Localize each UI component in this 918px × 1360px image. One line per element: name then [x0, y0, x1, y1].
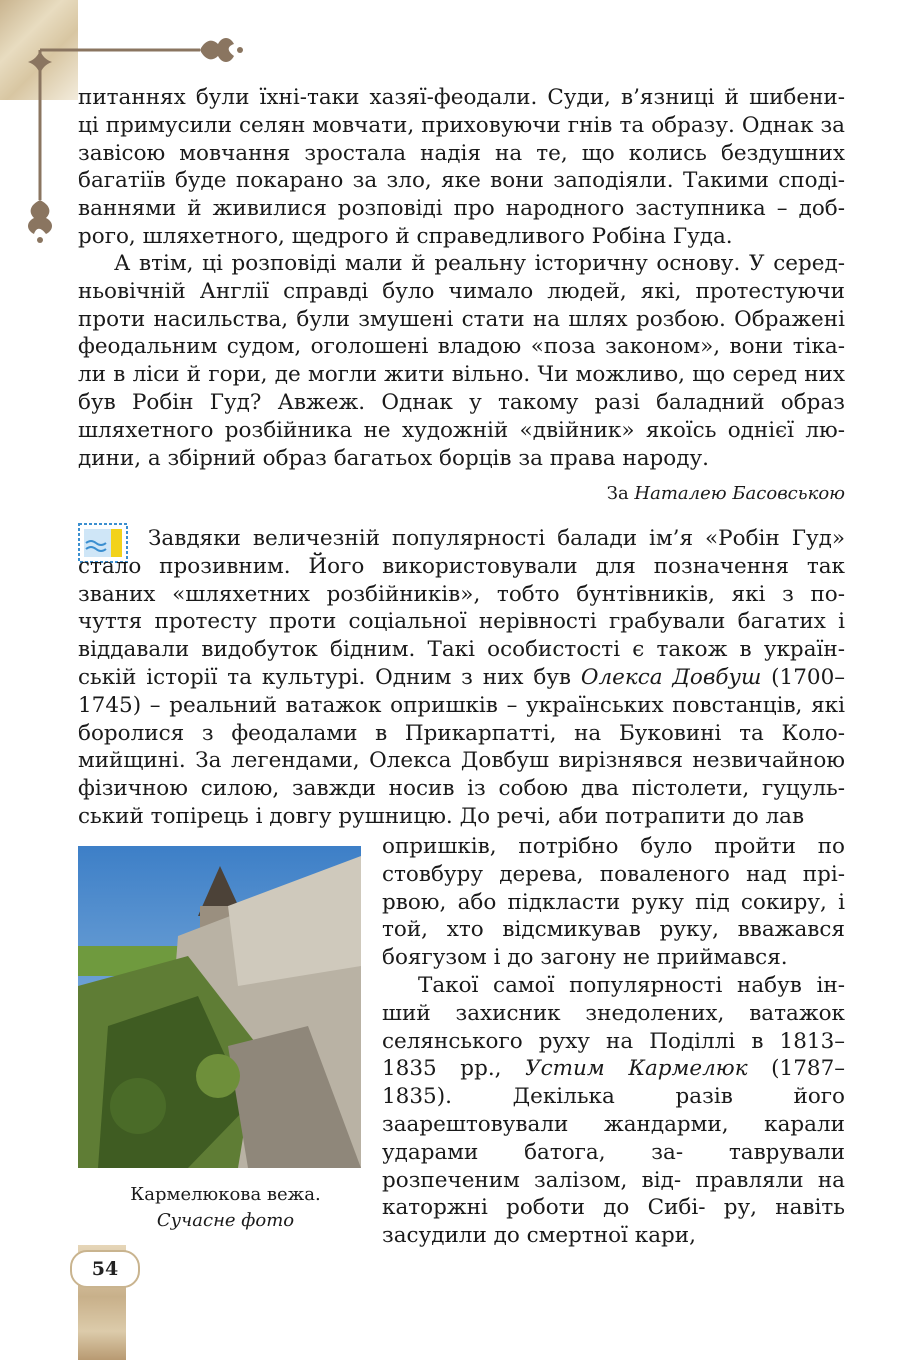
- paragraph-3: Завдяки величезній популярності балади ім’я «Робін Гуд» стало прозивним. Його використовували для позначення так званих «шляхетних розбійників», тобто бунтівників, які з по- чуття протесту проти соціальної нерівності грабували багатих і віддавали видобуток бідним. Такі особистості є також в україн- ській історії та культурі. Одним з них був Олекса Довбуш (1700– 1745) – реальний ватажок опришків – українських повстанців, які боролися з феодалами в Прикарпатті, на Буковині та Коло- мийщині. За легендами, Олекса Довбуш вирізнявся незвичайною фізичною силою, завжди носив із собою два пістолети, гуцуль- ський топірець і довгу рушницю. До речі, аби потрапити до лав: [78, 526, 845, 829]
- paragraph-1: питаннях були їхні-таки хазяї-феодали. Суди, в’язниці й шибени- ці примусили селян мовчати, приховуючи гнів та образу. Однак за завісою мовчання зростала надія на те, що колись бездушних багатіїв буде покарано за зло, яке вони заподіяли. Такими споді- ваннями й живилися розповіді про народного заступника – доб- рого, шляхетного, щедрого й справедливого Робіна Гуда.: [78, 85, 845, 249]
- name-oleksa-dovbush: Олекса Довбуш: [580, 664, 762, 690]
- source-attribution: [607, 482, 845, 506]
- paragraph-4: опришків, потрібно було пройти по стовбуру дерева, поваленого над прі- рвою, або підкласти руку під сокиру, і той, хто відсмикував руку, вважався боягузом і до загону не приймався.: [382, 834, 845, 971]
- photo-caption: [78, 1182, 373, 1234]
- paragraph-5: Такої самої популярності набув ін- ший захисник знедолених, ватажок селянського руху на Поділлі в 1813– 1835 рр., Устим Кармелюк (1787–1835). Декілька разів його заарештовували жандарми, карали ударами батога, за- таврували розпеченим залізом, від- правляли на каторжні роботи до Сибі- ру, навіть засудили до смертної кари,: [382, 973, 846, 1249]
- paragraph-2: А втім, ці розповіді мали й реальну історичну основу. У серед- ньовічній Англії справді було чимало людей, які, протестуючи проти насильства, були змушені стати на шлях розбою. Ображені феодальним судом, оголошені владою «поза законом», вони тіка- ли в ліси й гори, де могли жити вільно. Чи можливо, що серед них був Робін Гуд? Авжеж. Однак у такому разі баладний образ шляхетного розбійника не художній «двійник» якоїсь однієї лю- дини, а збірний образ багатьох борців за права народу.: [78, 251, 845, 471]
- name-ustym-karmeliuk: Устим Кармелюк: [525, 1056, 748, 1082]
- page-number: 54: [70, 1250, 140, 1288]
- source-author: Наталею Басовською: [634, 483, 845, 504]
- karmeliuk-tower-photo: [78, 846, 361, 1168]
- caption-subtitle: Сучасне фото: [156, 1210, 295, 1231]
- caption-title: Кармелюкова вежа.: [130, 1184, 321, 1205]
- source-prefix: За: [606, 483, 629, 504]
